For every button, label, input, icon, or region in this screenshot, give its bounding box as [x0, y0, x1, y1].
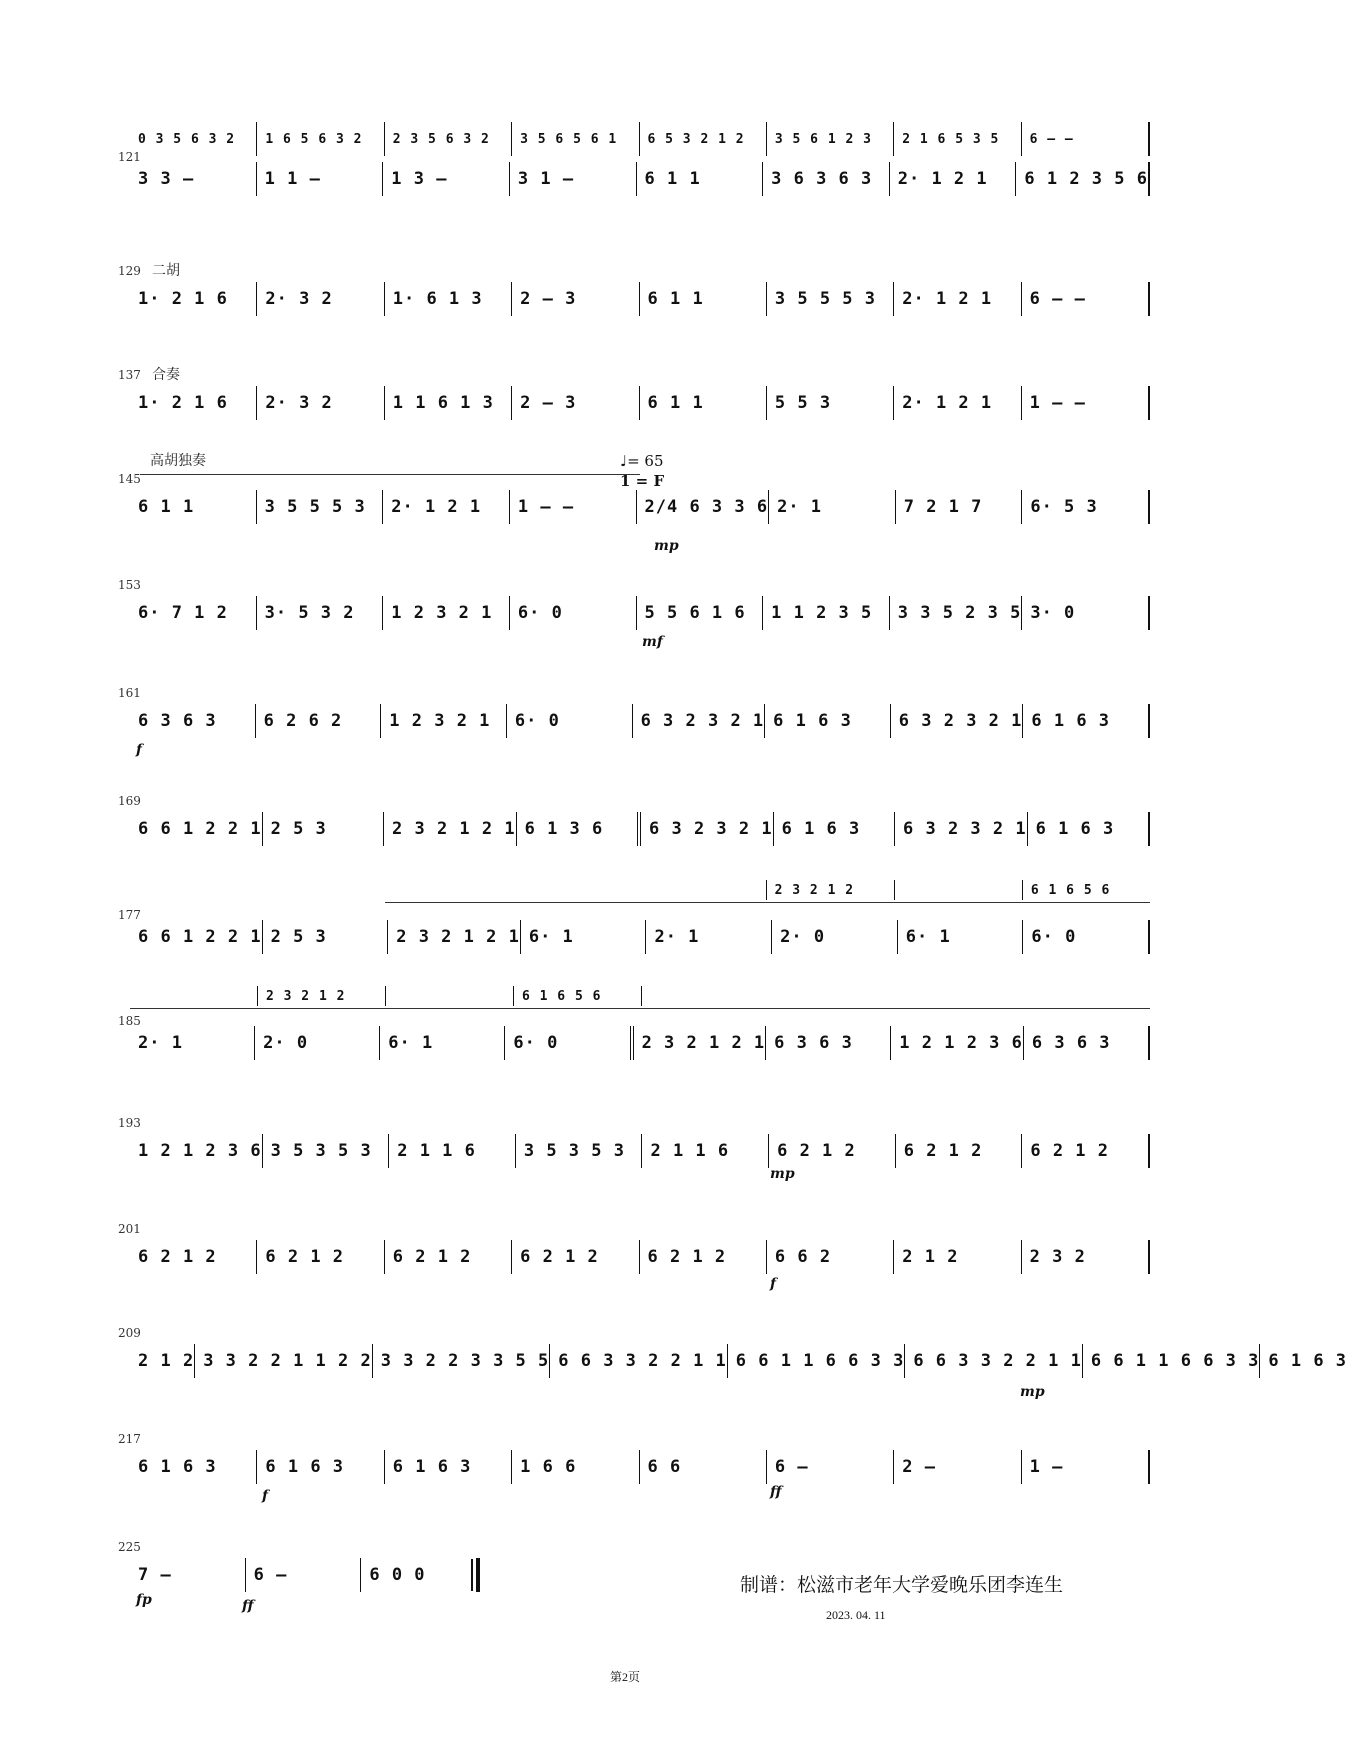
measure: 0 3 5 6 3 2: [138, 131, 236, 147]
measure: 6 1 6 3: [1027, 812, 1148, 846]
dynamic-mark: f: [136, 742, 143, 758]
measure: 1 6 5 6 3 2: [256, 122, 383, 156]
measure: 2· 1 2 1: [889, 162, 1016, 196]
system-153: [118, 578, 1150, 658]
measure: 2· 1 2 1: [893, 386, 1020, 420]
measure: 6· 1: [520, 920, 646, 954]
measure: 6 – –: [1021, 122, 1148, 156]
dynamic-mark: mp: [654, 538, 679, 554]
measure: 6 3 6 3: [138, 711, 217, 731]
measure: 6 2 1 2: [768, 1134, 895, 1168]
system-209: [118, 1326, 1347, 1406]
measure: [511, 880, 638, 900]
measure: [1023, 986, 1150, 1006]
system-169: [118, 794, 1150, 854]
barline: [1148, 1450, 1150, 1484]
measure-number: 193: [118, 1116, 141, 1130]
measure: 2 – 3: [511, 282, 638, 316]
measure: 6 2 1 2: [1021, 1134, 1148, 1168]
measure: 1 1 2 3 5: [762, 596, 889, 630]
measure: 3 5 6 1 2 3: [766, 122, 893, 156]
measure: 6 – –: [1021, 282, 1148, 316]
measure: 2 1 1 6: [641, 1134, 768, 1168]
measure: 6 2 1 2: [256, 1240, 383, 1274]
barline: [1148, 282, 1150, 316]
measure: 6 6 1 1 6 6 3 3: [727, 1344, 905, 1378]
measure: 2 3 5 6 3 2: [384, 122, 511, 156]
measure: 7 –: [138, 1565, 172, 1585]
measure: 5 5 3: [766, 386, 893, 420]
measure: 1 – –: [509, 490, 636, 524]
staff: [130, 812, 1150, 846]
measure: 2· 1: [138, 1033, 183, 1053]
measure: 1 1 6 1 3: [384, 386, 511, 420]
page-number: 第2页: [610, 1670, 641, 1684]
measure: 2 3 2 1 2: [257, 986, 385, 1006]
measure: 6 6 3 3 2 2 1 1: [904, 1344, 1082, 1378]
volta-line: [130, 1008, 1150, 1009]
measure-number: 209: [118, 1326, 141, 1340]
measure: [257, 880, 384, 900]
measure: 6 3 2 3 2 1: [637, 812, 773, 846]
system-193: [118, 1116, 1150, 1196]
system-177: [118, 880, 1150, 960]
measure: 6 3 2 3 2 1: [632, 704, 765, 738]
measure: 5 5 6 1 6: [636, 596, 763, 630]
measure: 3· 5 3 2: [256, 596, 383, 630]
barline: [1148, 162, 1150, 196]
measure: 1· 2 1 6: [138, 393, 228, 413]
measure: 1 1 –: [256, 162, 383, 196]
measure: 2· 3 2: [256, 282, 383, 316]
measure: 6· 0: [509, 596, 636, 630]
measure: 3 3 5 2 3 5: [889, 596, 1022, 630]
staff: [130, 704, 1150, 738]
measure: 2 1 6 5 3 5: [893, 122, 1020, 156]
measure: 2· 0: [771, 920, 897, 954]
final-barline: [476, 1558, 480, 1592]
upper-staff: [130, 122, 1150, 156]
measure: [896, 986, 1023, 1006]
system-137: [118, 362, 1150, 422]
barline: [1148, 1240, 1150, 1274]
measure-number: 217: [118, 1432, 141, 1446]
measure: 6 3 6 3: [1023, 1026, 1148, 1060]
measure: 3 5 5 5 3: [766, 282, 893, 316]
measure-number: 153: [118, 578, 141, 592]
staff: [130, 1240, 1150, 1274]
measure: 2· 1: [645, 920, 771, 954]
measure: 6· 1: [897, 920, 1023, 954]
measure: 6 –: [766, 1450, 893, 1484]
measure: 1 2 3 2 1: [382, 596, 509, 630]
measure: 6· 0: [506, 704, 632, 738]
barline: [1148, 490, 1150, 524]
section-label: 合奏: [152, 367, 180, 383]
measure: 6 1 6 3: [256, 1450, 383, 1484]
measure: 2· 1: [768, 490, 895, 524]
measure-number: 177: [118, 908, 141, 922]
measure: 6 1 2 3 5 6: [1015, 162, 1148, 196]
dynamic-mark: fp: [136, 1592, 152, 1608]
measure-number: 161: [118, 686, 141, 700]
measure: 6 1 1: [639, 282, 766, 316]
slur-line: [140, 474, 640, 475]
measure: 6 2 1 2: [511, 1240, 638, 1274]
system-217: [118, 1432, 1150, 1512]
measure: 6 1 6 3: [764, 704, 890, 738]
staff: [130, 920, 1150, 954]
measure: 2/4 6 3 3 6: [636, 490, 769, 524]
measure-number: 145: [118, 472, 141, 486]
measure: 2 5 3: [262, 920, 388, 954]
measure: [130, 986, 257, 1006]
barline: [1148, 386, 1150, 420]
barline: [1148, 704, 1150, 738]
measure: 6 3 2 3 2 1: [890, 704, 1023, 738]
measure: 2· 3 2: [256, 386, 383, 420]
dynamic-mark: ff: [242, 1598, 254, 1614]
measure: 3· 0: [1021, 596, 1148, 630]
measure: 1 2 1 2 3 6: [890, 1026, 1023, 1060]
measure: 7 2 1 7: [895, 490, 1022, 524]
measure: 6 2 1 2: [639, 1240, 766, 1274]
measure: 6· 0: [1022, 920, 1148, 954]
measure: 2 3 2: [1021, 1240, 1148, 1274]
measure: 2 –: [893, 1450, 1020, 1484]
measure: 6 2 1 2: [384, 1240, 511, 1274]
measure: 1 –: [1021, 1450, 1148, 1484]
staff: [130, 490, 1150, 524]
measure: [639, 880, 766, 900]
measure: 2 1 1 6: [388, 1134, 515, 1168]
measure: 6· 0: [504, 1026, 629, 1060]
measure: 2· 1 2 1: [893, 282, 1020, 316]
measure-number: 225: [118, 1540, 141, 1554]
volta-line: [385, 902, 1150, 903]
dynamic-mark: mp: [1020, 1384, 1045, 1400]
measure: 6 6 3 3 2 2 1 1: [549, 1344, 727, 1378]
measure: 1 – –: [1021, 386, 1148, 420]
barline: [1148, 920, 1150, 954]
dynamic-mark: f: [770, 1276, 777, 1292]
barline: [1148, 596, 1150, 630]
measure: 3 5 5 5 3: [256, 490, 383, 524]
key-signature: 1 = F: [620, 472, 665, 490]
measure: 6 0 0: [360, 1558, 476, 1592]
measure: 2 1 2: [138, 1351, 195, 1371]
barline: [1148, 1134, 1150, 1168]
measure: [384, 880, 511, 900]
measure: 3 5 3 5 3: [515, 1134, 642, 1168]
staff: [130, 1344, 1347, 1378]
measure-number: 121: [118, 150, 141, 164]
measure: 6 1 1: [138, 497, 195, 517]
measure: 1 3 –: [382, 162, 509, 196]
measure: 2 3 2 1 2 1: [387, 920, 520, 954]
measure: 6 1 6 3: [1022, 704, 1148, 738]
measure: 1 2 1 2 3 6: [138, 1141, 262, 1161]
measure: 6· 7 1 2: [138, 603, 228, 623]
measure-number: 169: [118, 794, 141, 808]
measure: 1· 2 1 6: [138, 289, 228, 309]
barline: [1148, 122, 1150, 156]
dynamic-mark: mp: [770, 1166, 795, 1182]
measure: 6 2 6 2: [255, 704, 381, 738]
dynamic-mark: mf: [642, 634, 663, 650]
measure: 3 5 3 5 3: [262, 1134, 389, 1168]
measure: 6 1 6 3: [384, 1450, 511, 1484]
dynamic-mark: ff: [770, 1484, 782, 1500]
measure: 2 – 3: [511, 386, 638, 420]
measure: 6 1 1: [639, 386, 766, 420]
measure: 6 1 6 3: [138, 1457, 217, 1477]
measure: 6 1 6 3: [773, 812, 894, 846]
measure: 2 3 2 1 2: [766, 880, 894, 900]
section-label: 高胡独奏: [150, 453, 206, 469]
system-185: [118, 986, 1150, 1066]
measure: 6 2 1 2: [895, 1134, 1022, 1168]
measure: 2 1 2: [893, 1240, 1020, 1274]
measure: 6 1 6 5 6: [1022, 880, 1150, 900]
measure: 6 –: [245, 1558, 361, 1592]
system-121: [118, 122, 1150, 202]
measure: [641, 986, 769, 1006]
staff: [130, 1450, 1150, 1484]
measure: 6 6 1 2 2 1: [138, 819, 262, 839]
measure: 6 6 2: [766, 1240, 893, 1274]
staff: [130, 282, 1150, 316]
measure: 6 5 3 2 1 2: [639, 122, 766, 156]
measure-number: 129: [118, 264, 141, 278]
lower-staff: [130, 162, 1150, 196]
measure: 6 6: [639, 1450, 766, 1484]
measure: 6 1 1: [636, 162, 763, 196]
measure: 1 6 6: [511, 1450, 638, 1484]
upper-staff: [130, 880, 1150, 900]
measure: 6· 5 3: [1021, 490, 1148, 524]
barline: [1148, 812, 1150, 846]
measure: 1 2 3 2 1: [380, 704, 506, 738]
measure: 6 1 6 3: [1259, 1344, 1347, 1378]
measure-number: 137: [118, 368, 141, 382]
barline: [1148, 1026, 1150, 1060]
measure: 6 6 1 1 6 6 3 3: [1082, 1344, 1260, 1378]
staff: [130, 596, 1150, 630]
measure: 2 3 2 1 2 1: [630, 1026, 766, 1060]
dynamic-mark: f: [262, 1488, 269, 1504]
measure: 2 5 3: [262, 812, 383, 846]
system-145: [118, 450, 1150, 560]
measure: [769, 986, 896, 1006]
system-129: [118, 258, 1150, 318]
staff: [130, 1134, 1150, 1168]
measure: 3 1 –: [509, 162, 636, 196]
measure: 1· 6 1 3: [384, 282, 511, 316]
measure: 6 3 6 3: [765, 1026, 890, 1060]
measure: 3 3 2 2 1 1 2 2: [194, 1344, 372, 1378]
measure-number: 201: [118, 1222, 141, 1236]
tempo-mark: ♩= 65: [620, 452, 664, 470]
staff: [130, 1558, 480, 1592]
measure: 6 1 3 6: [516, 812, 637, 846]
date: 2023. 04. 11: [826, 1608, 886, 1622]
system-201: [118, 1222, 1150, 1302]
measure: [385, 986, 513, 1006]
measure: 3 3 –: [138, 169, 195, 189]
credit-line: 制谱：松滋市老年大学爱晚乐团李连生: [740, 1575, 1064, 1596]
measure: 2· 1 2 1: [382, 490, 509, 524]
measure: [130, 880, 257, 900]
measure: 6 6 1 2 2 1: [138, 927, 262, 947]
measure: 3 5 6 5 6 1: [511, 122, 638, 156]
measure: 6· 1: [379, 1026, 504, 1060]
measure-number: 185: [118, 1014, 141, 1028]
measure: 2· 0: [254, 1026, 379, 1060]
measure: 6 3 2 3 2 1: [894, 812, 1027, 846]
measure: 6 1 6 5 6: [513, 986, 641, 1006]
measure: 3 3 2 2 3 3 5 5: [372, 1344, 550, 1378]
system-161: [118, 686, 1150, 766]
measure: 6 2 1 2: [138, 1247, 217, 1267]
measure: [894, 880, 1022, 900]
staff: [130, 1026, 1150, 1060]
measure: 2 3 2 1 2 1: [383, 812, 516, 846]
staff: [130, 386, 1150, 420]
measure: 3 6 3 6 3: [762, 162, 889, 196]
upper-staff: [130, 986, 1150, 1006]
section-label: 二胡: [152, 263, 180, 279]
